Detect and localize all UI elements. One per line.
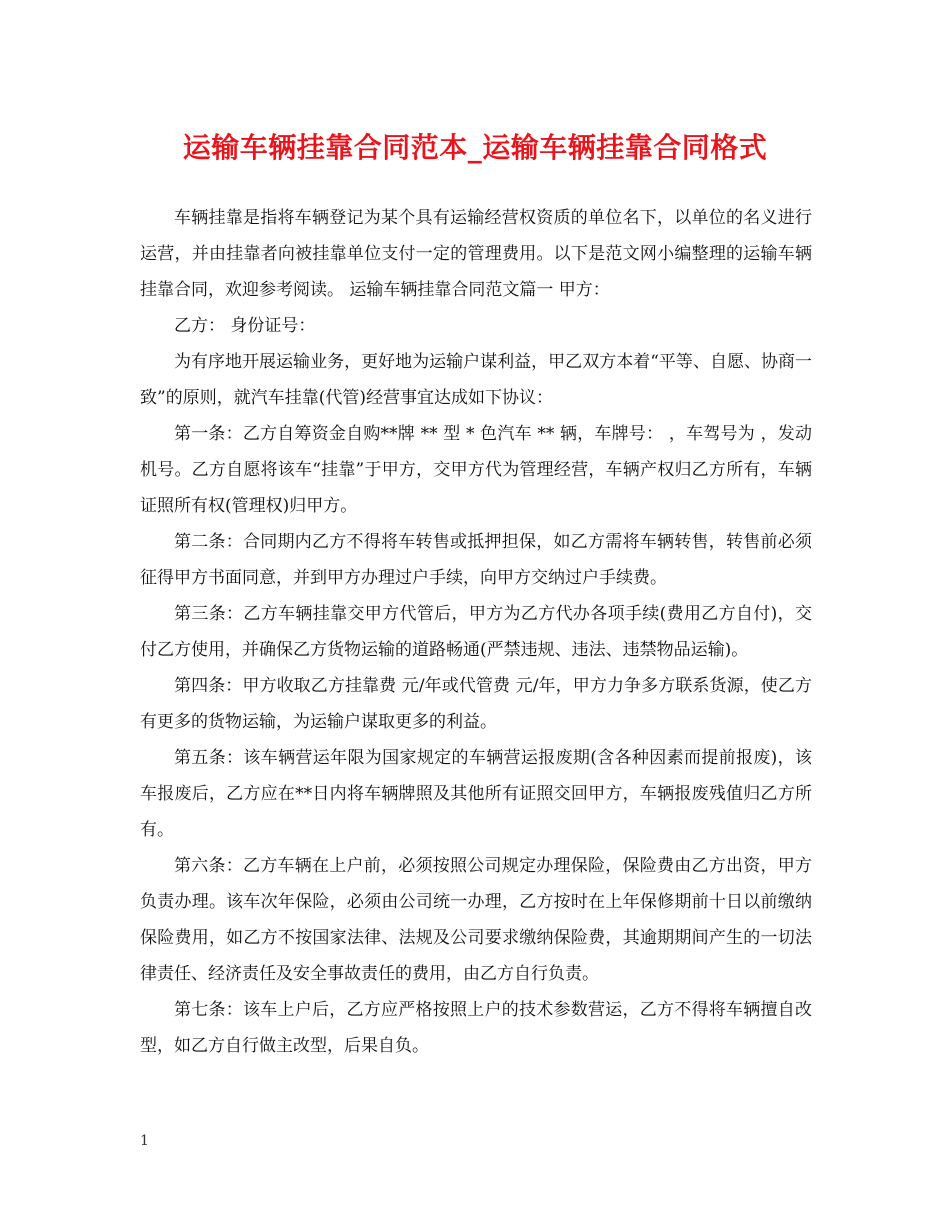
- document-title: 运输车辆挂靠合同范本_运输车辆挂靠合同格式: [182, 131, 768, 164]
- paragraph-article-3: 第三条：乙方车辆挂靠交甲方代管后，甲方为乙方代办各项手续(费用乙方自付)，交付乙方使用，并确保乙方货物运输的道路畅通(严禁违规、违法、违禁物品运输)。: [140, 604, 812, 660]
- paragraph-article-6: 第六条：乙方车辆在上户前，必须按照公司规定办理保险，保险费由乙方出资，甲方负责办理。该车次年保险，必须由公司统一办理，乙方按时在上年保修期前十日以前缴纳保险费用，如乙方不按国家法律、法规及公司要求缴纳保险费，其逾期期间产生的一切法律责任、经济责任及安全事故责任的费用，由乙方自行负责。: [140, 856, 812, 984]
- paragraph-article-4: 第四条：甲方收取乙方挂靠费 元/年或代管费 元/年，甲方力争多方联系货源，使乙方有更多的货物运输，为运输户谋取更多的利益。: [140, 676, 812, 732]
- paragraph-article-7: 第七条：该车上户后，乙方应严格按照上户的技术参数营运，乙方不得将车辆擅自改型，如乙方自行做主改型，后果自负。: [140, 1000, 812, 1056]
- paragraph-party-b: 乙方： 身份证号：: [174, 316, 316, 336]
- paragraph-article-5: 第五条：该车辆营运年限为国家规定的车辆营运报废期(含各种因素而提前报废)，该车报废后，乙方应在**日内将车辆牌照及其他所有证照交回甲方，车辆报废残值归乙方所有。: [140, 748, 812, 840]
- document-body: [140, 200, 812, 1064]
- paragraph-article-1: 第一条：乙方自筹资金自购**牌 ** 型 * 色汽车 ** 辆，车牌号： ，车驾号为 ，发动机号。乙方自愿将该车“挂靠”于甲方，交甲方代为管理经营，车辆产权归乙方所有，车辆证照所有权(管理权)归甲方。: [140, 424, 812, 516]
- paragraph-article-2: 第二条：合同期内乙方不得将车转售或抵押担保，如乙方需将车辆转售，转售前必须征得甲方书面同意，并到甲方办理过户手续，向甲方交纳过户手续费。: [140, 532, 812, 588]
- paragraph-preamble: 为有序地开展运输业务，更好地为运输户谋利益，甲乙双方本着“平等、自愿、协商一致”的原则，就汽车挂靠(代管)经营事宜达成如下协议：: [140, 352, 812, 408]
- paragraph-intro: 车辆挂靠是指将车辆登记为某个具有运输经营权资质的单位名下，以单位的名义进行运营，并由挂靠者向被挂靠单位支付一定的管理费用。以下是范文网小编整理的运输车辆挂靠合同，欢迎参考阅读。 运输车辆挂靠合同范文篇一 甲方：: [140, 208, 812, 300]
- page-number: 1: [140, 1133, 149, 1149]
